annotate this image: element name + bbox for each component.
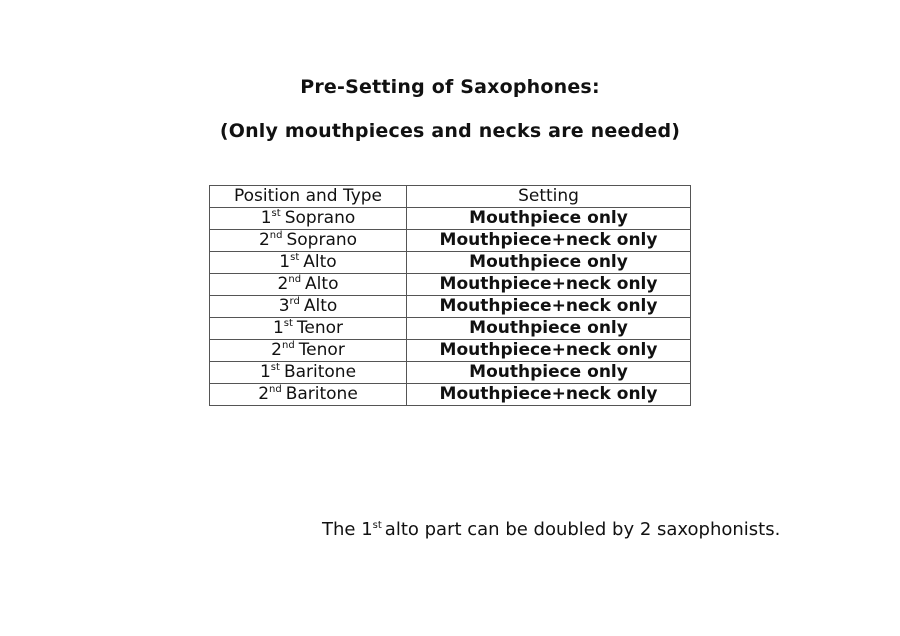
setting-cell: Mouthpiece+neck only (407, 296, 691, 318)
table-row (210, 340, 691, 362)
table-row (210, 318, 691, 340)
saxophone-type: Soprano (286, 230, 358, 250)
table-header-row (210, 186, 691, 208)
table-row (210, 252, 691, 274)
position-type-cell (210, 252, 407, 274)
ordinal-suffix: st (271, 208, 281, 220)
footnote-ordinal-suffix: st (372, 520, 382, 531)
position-type-cell (210, 340, 407, 362)
position-number: 1 (260, 208, 272, 228)
setting-cell: Mouthpiece+neck only (407, 274, 691, 296)
ordinal-suffix: rd (289, 296, 300, 308)
page-subtitle: (Only mouthpieces and necks are needed) (219, 120, 681, 142)
setting-cell: Mouthpiece+neck only (407, 340, 691, 362)
position-type-cell (210, 296, 407, 318)
table-row (210, 274, 691, 296)
position-number: 2 (258, 384, 270, 404)
position-number: 3 (278, 296, 290, 316)
position-number: 2 (271, 340, 282, 360)
setting-cell: Mouthpiece only (407, 252, 691, 274)
ordinal-suffix: st (270, 362, 280, 374)
setting-cell: Mouthpiece+neck only (407, 230, 691, 252)
table-row (210, 296, 691, 318)
position-number: 1 (259, 362, 271, 382)
saxophone-type: Baritone (283, 362, 357, 382)
saxophone-type: Tenor (296, 318, 344, 338)
table-row (210, 230, 691, 252)
table-row (210, 362, 691, 384)
ordinal-suffix: nd (269, 230, 283, 242)
position-type-cell (210, 384, 407, 406)
table-row (210, 384, 691, 406)
position-type-cell (210, 362, 407, 384)
position-number: 1 (272, 318, 284, 338)
ordinal-suffix: nd (269, 384, 282, 396)
setting-cell: Mouthpiece only (407, 318, 691, 340)
header-position-and-type: Position and Type (210, 186, 407, 208)
footnote-text-before: The 1 (322, 519, 373, 540)
setting-cell: Mouthpiece only (407, 208, 691, 230)
ordinal-suffix: nd (282, 340, 295, 352)
position-type-cell (210, 208, 407, 230)
table-row (210, 208, 691, 230)
saxophone-type: Alto (303, 252, 337, 272)
footnote-text-after: alto part can be doubled by 2 saxophonists. (384, 519, 781, 540)
position-type-cell (210, 318, 407, 340)
ordinal-suffix: nd (288, 274, 302, 286)
doubling-footnote (322, 519, 780, 540)
setting-cell: Mouthpiece only (407, 362, 691, 384)
ordinal-suffix: st (283, 318, 293, 330)
saxophone-setting-table (209, 185, 691, 406)
position-type-cell (210, 274, 407, 296)
ordinal-suffix: st (290, 252, 300, 264)
position-number: 2 (258, 230, 270, 250)
header-setting: Setting (407, 186, 691, 208)
saxophone-type: Baritone (285, 384, 358, 404)
saxophone-type: Alto (305, 274, 339, 294)
page-title: Pre-Setting of Saxophones: (300, 76, 600, 98)
saxophone-type: Soprano (284, 208, 356, 228)
position-number: 1 (279, 252, 291, 272)
position-number: 2 (277, 274, 289, 294)
setting-cell: Mouthpiece+neck only (407, 384, 691, 406)
saxophone-type: Tenor (298, 340, 345, 360)
position-type-cell (210, 230, 407, 252)
saxophone-type: Alto (303, 296, 338, 316)
